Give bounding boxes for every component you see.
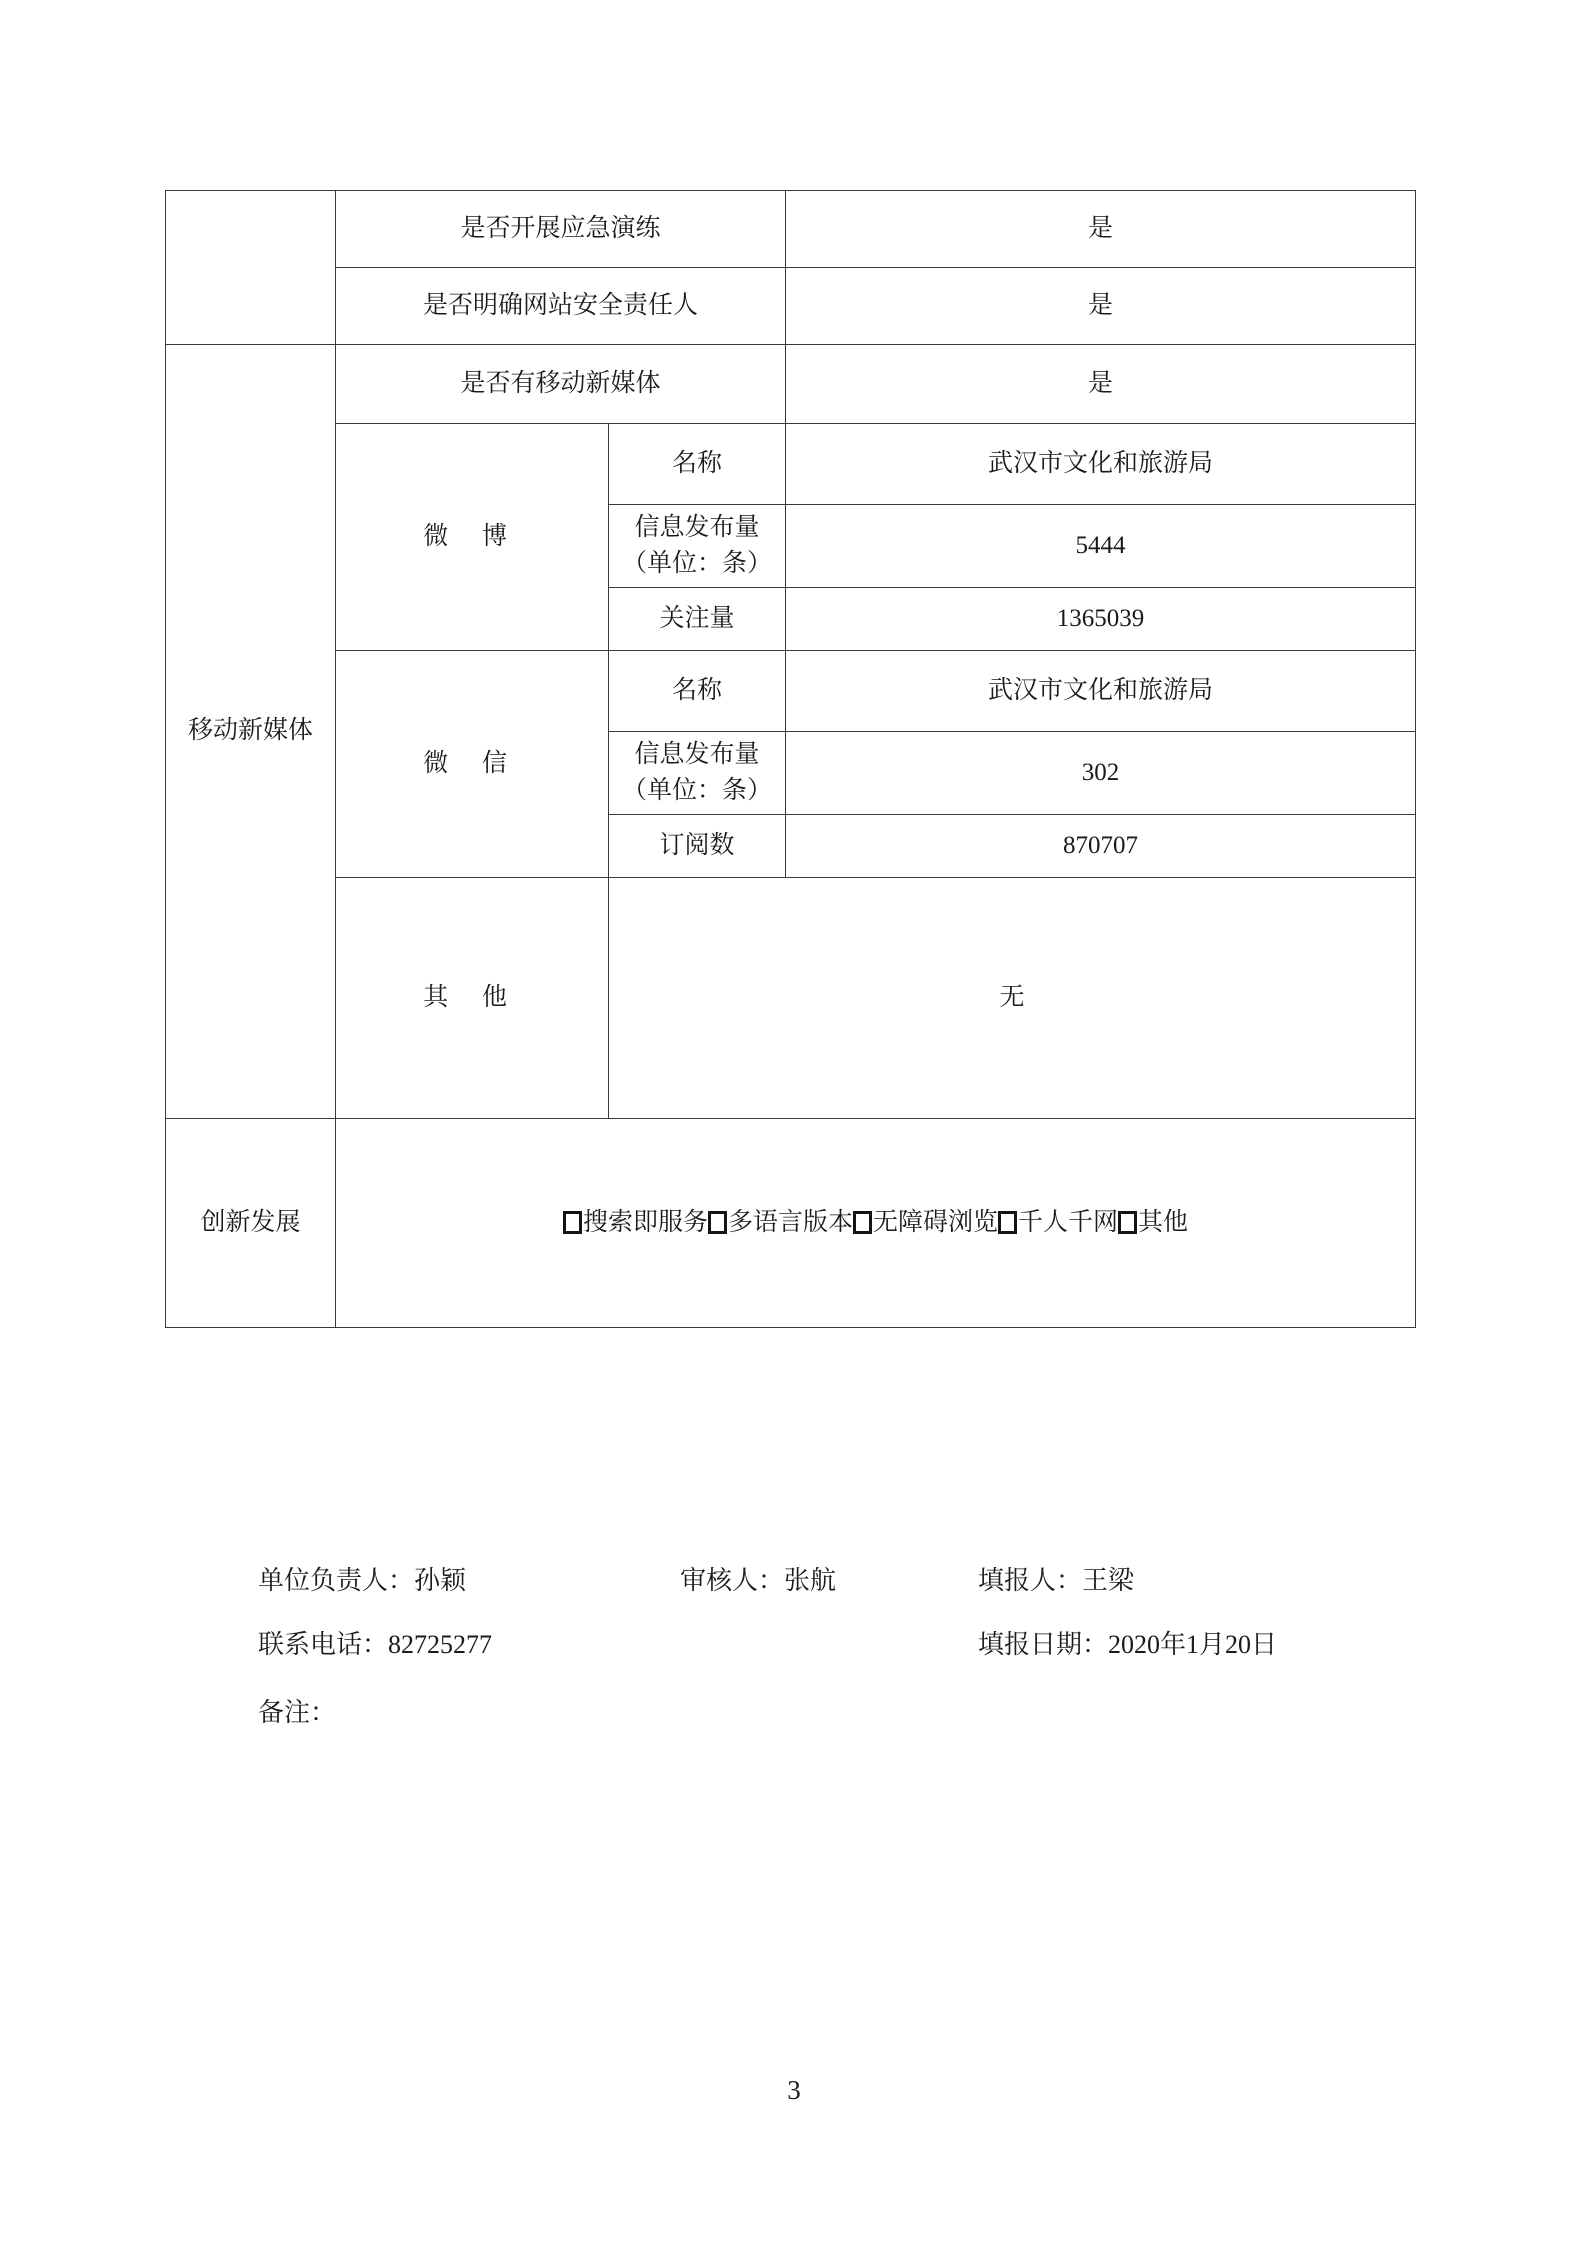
table-row bbox=[166, 878, 1416, 1119]
wechat-label: 微 信 bbox=[336, 651, 609, 878]
other-media-value: 无 bbox=[609, 878, 1416, 1119]
security-officer-label: 是否明确网站安全责任人 bbox=[336, 268, 786, 345]
table-row bbox=[166, 345, 1416, 424]
weibo-post-count-label-line1: 信息发布量 bbox=[634, 513, 760, 541]
weibo-name-label: 名称 bbox=[609, 424, 786, 505]
mobile-media-section-label: 移动新媒体 bbox=[166, 345, 336, 1119]
weibo-name-value bbox=[786, 424, 1416, 505]
wechat-name-text: 武汉市文化和旅游局 bbox=[988, 676, 1214, 704]
page-number: 3 bbox=[787, 2075, 801, 2105]
wechat-post-count-value: 302 bbox=[786, 732, 1416, 815]
weibo-followers-value: 1365039 bbox=[786, 588, 1416, 651]
checkbox-label: 搜索即服务 bbox=[582, 1209, 708, 1236]
weibo-post-count-value: 5444 bbox=[786, 505, 1416, 588]
has-mobile-media-value: 是 bbox=[786, 345, 1416, 424]
weibo-label: 微 博 bbox=[336, 424, 609, 651]
wechat-subscribers-value: 870707 bbox=[786, 815, 1416, 878]
checkbox-icon[interactable] bbox=[708, 1211, 727, 1234]
table-row bbox=[166, 1119, 1416, 1328]
wechat-name-value bbox=[786, 651, 1416, 732]
checkbox-item-other[interactable] bbox=[1118, 1208, 1188, 1238]
wechat-post-count-label-line2: （单位：条） bbox=[622, 777, 773, 804]
wechat-post-count-label-line1: 信息发布量 bbox=[634, 740, 760, 768]
reporter-line: 填报人：王梁 bbox=[978, 1566, 1135, 1595]
website-report-table bbox=[165, 190, 1416, 1328]
contact-phone-line: 联系电话：82725277 bbox=[258, 1630, 493, 1659]
innovation-options-cell bbox=[336, 1119, 1416, 1328]
wechat-name-label: 名称 bbox=[609, 651, 786, 732]
wechat-post-count-label bbox=[609, 732, 786, 815]
reviewer-line: 审核人：张航 bbox=[680, 1566, 837, 1595]
checkbox-icon[interactable] bbox=[1118, 1211, 1137, 1234]
emergency-drill-value: 是 bbox=[786, 191, 1416, 268]
security-officer-value: 是 bbox=[786, 268, 1416, 345]
weibo-name-text: 武汉市文化和旅游局 bbox=[988, 449, 1214, 477]
table-row bbox=[166, 191, 1416, 268]
checkbox-label: 其他 bbox=[1138, 1209, 1189, 1236]
table-row bbox=[166, 268, 1416, 345]
checkbox-item-accessibility[interactable] bbox=[853, 1208, 998, 1238]
remarks-line: 备注： bbox=[258, 1698, 337, 1727]
has-mobile-media-label: 是否有移动新媒体 bbox=[336, 345, 786, 424]
checkbox-label: 千人千网 bbox=[1018, 1209, 1119, 1236]
weibo-post-count-label bbox=[609, 505, 786, 588]
weibo-followers-label: 关注量 bbox=[609, 588, 786, 651]
table-row bbox=[166, 424, 1416, 505]
wechat-subscribers-label: 订阅数 bbox=[609, 815, 786, 878]
innovation-section-label: 创新发展 bbox=[166, 1119, 336, 1328]
checkbox-label: 多语言版本 bbox=[727, 1209, 853, 1236]
weibo-post-count-label-line2: （单位：条） bbox=[622, 550, 773, 577]
innovation-checkbox-group bbox=[336, 1208, 1415, 1238]
report-date-line: 填报日期：2020年1月20日 bbox=[978, 1630, 1278, 1659]
security-section-cell bbox=[166, 191, 336, 345]
emergency-drill-label: 是否开展应急演练 bbox=[336, 191, 786, 268]
checkbox-label: 无障碍浏览 bbox=[873, 1209, 999, 1236]
checkbox-item-search-as-service[interactable] bbox=[563, 1208, 708, 1238]
other-media-label: 其 他 bbox=[336, 878, 609, 1119]
checkbox-item-multilingual[interactable] bbox=[708, 1208, 853, 1238]
table-row bbox=[166, 651, 1416, 732]
checkbox-icon[interactable] bbox=[563, 1211, 582, 1234]
unit-head-line: 单位负责人：孙颖 bbox=[258, 1566, 467, 1595]
checkbox-icon[interactable] bbox=[998, 1211, 1017, 1234]
checkbox-item-personalized[interactable] bbox=[998, 1208, 1118, 1238]
checkbox-icon[interactable] bbox=[853, 1211, 872, 1234]
